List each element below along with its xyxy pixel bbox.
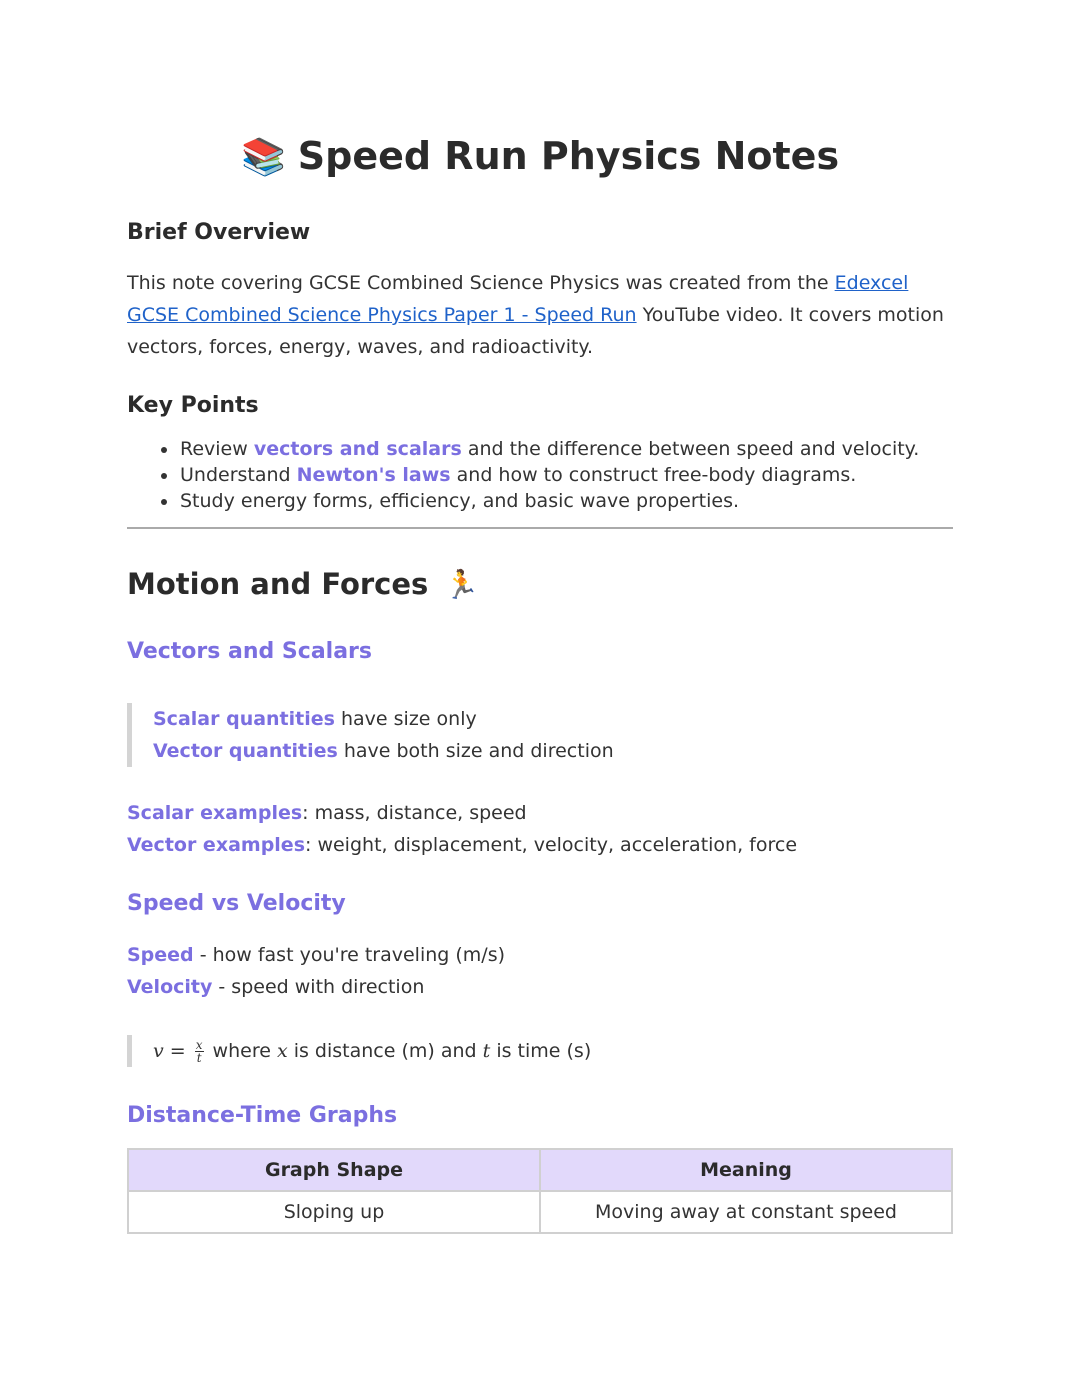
runner-icon: 🏃 [444, 568, 480, 601]
overview-heading: Brief Overview [127, 220, 311, 245]
key-points-heading: Key Points [127, 393, 259, 418]
list-item: Review vectors and scalars and the difference between speed and velocity. [180, 438, 920, 460]
page-title-text: Speed Run Physics Notes [297, 134, 840, 178]
quote-line: Vector quantities have both size and direction [153, 740, 614, 762]
page-title [127, 128, 953, 186]
quote-line: Scalar quantities have size only [153, 708, 477, 730]
scalar-examples: Scalar examples: mass, distance, speed [127, 802, 527, 824]
key-points-list [127, 436, 919, 514]
velocity-definition: Velocity - speed with direction [127, 976, 425, 998]
list-item: Study energy forms, efficiency, and basic wave properties. [180, 488, 919, 514]
table-row [128, 1191, 952, 1233]
overview-paragraph: This note covering GCSE Combined Science Physics was created from the Edexcel GCSE Combined Science Physics Paper 1 - Speed Run YouTube video. It covers motion vectors, forces, energy, waves, and radioactivity. [127, 272, 944, 358]
vector-examples: Vector examples: weight, displacement, velocity, acceleration, force [127, 834, 798, 856]
fraction: $\frac{x}{t}$ [195, 1038, 203, 1065]
formula-quote [127, 1035, 953, 1067]
table-cell: Sloping up [128, 1191, 540, 1233]
source-video-link[interactable]: Edexcel GCSE Combined Science Physics Paper 1 - Speed Run [127, 272, 909, 326]
distance-time-heading: Distance-Time Graphs [127, 1103, 398, 1128]
table-cell: Moving away at constant speed [540, 1191, 952, 1233]
table-header: Meaning [540, 1149, 952, 1191]
table-header: Graph Shape [128, 1149, 540, 1191]
list-item: Understand Newton's laws and how to construct free-body diagrams. [180, 462, 919, 488]
section-divider [127, 527, 953, 529]
vectors-scalars-heading: Vectors and Scalars [127, 639, 372, 664]
table-header-row [128, 1149, 952, 1191]
books-icon: 📚 [240, 137, 286, 178]
motion-forces-heading: Motion and Forces 🏃 [127, 567, 480, 601]
definition-quote [127, 703, 953, 767]
speed-velocity-heading: Speed vs Velocity [127, 891, 346, 916]
speed-formula: v = $\frac{x}{t}$ where x is distance (m) and t is time (s) [153, 1038, 592, 1065]
speed-definition: Speed - how fast you're traveling (m/s) [127, 944, 506, 966]
distance-time-table [127, 1148, 953, 1234]
